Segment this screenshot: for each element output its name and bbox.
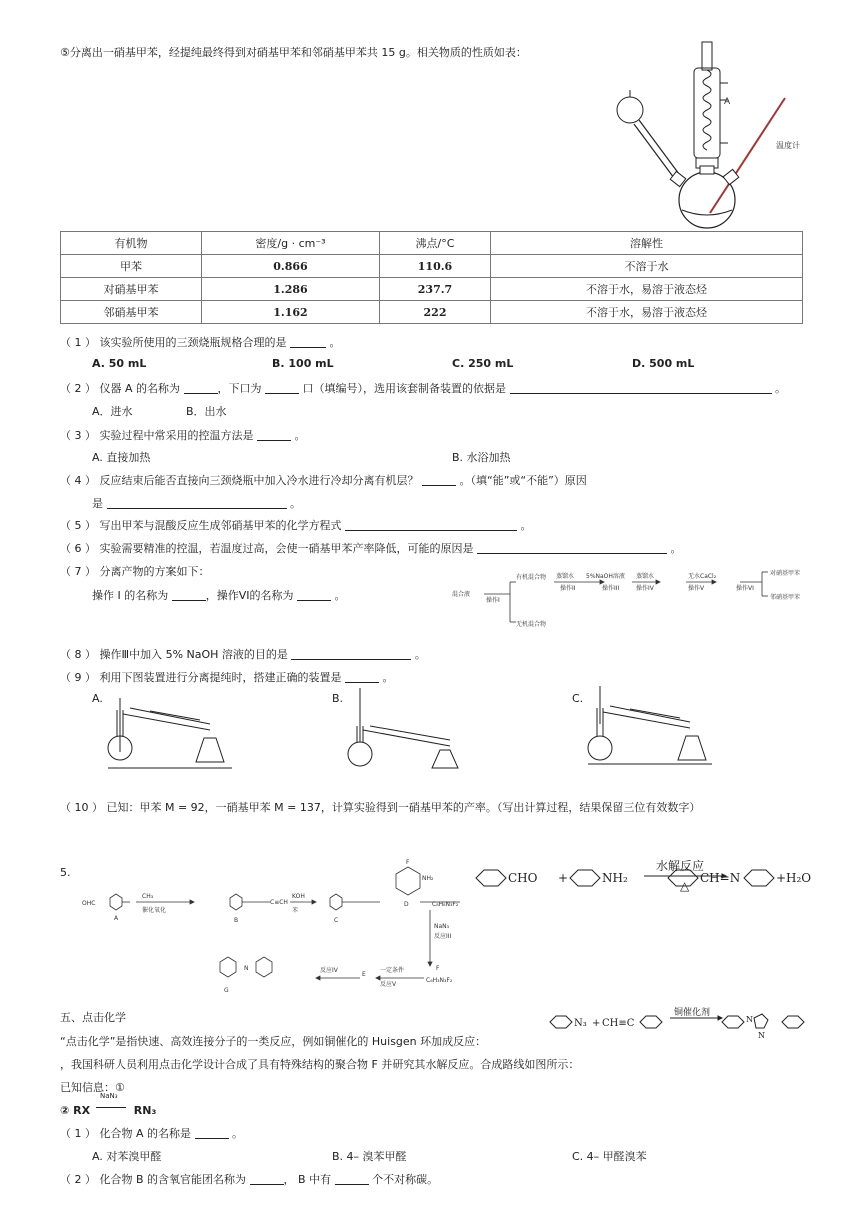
table-cell: 1.286 — [202, 278, 380, 301]
flow-node: 混合液 — [452, 591, 471, 598]
flow-step: 操作VI — [736, 585, 754, 592]
table-cell: 对硝基甲苯 — [61, 278, 202, 301]
q1-option-c: C. 250 mL — [452, 357, 514, 370]
q2-option-b: B．出水 — [186, 405, 227, 418]
scheme-label-a: A — [114, 915, 119, 922]
answer-blank[interactable] — [250, 1173, 284, 1185]
scheme-label-d: D — [404, 901, 409, 908]
table-header: 密度/g · cm⁻³ — [202, 232, 380, 255]
table-cell: 邻硝基甲苯 — [61, 301, 202, 324]
eq2-alkyne: CH≡C — [602, 1018, 635, 1029]
eq2-n: N — [758, 1031, 765, 1040]
answer-blank[interactable] — [291, 648, 411, 660]
section-para-1: “点击化学”是指快速、高效连接分子的一类反应，例如铜催化的 Huisgen 环加成反应： — [60, 1035, 487, 1048]
eq1-delta: △ — [680, 879, 690, 893]
scheme-label: KOH — [292, 893, 305, 900]
table-cell: 1.162 — [202, 301, 380, 324]
table-row — [61, 278, 803, 301]
flow-reagent: 无水CaCl₂ — [688, 573, 717, 580]
question-2: （ 2 ） 仪器 A 的名称为 ，下口为 口（填编号），选用该套制备装置的依据是 。 — [60, 382, 787, 395]
apparatus-three-neck-flask — [610, 38, 810, 223]
q9-label-a: A. — [92, 692, 103, 705]
scheme-label: 反应III — [434, 933, 452, 940]
eq1-nh2: NH₂ — [602, 871, 628, 885]
eq2-plus: + — [592, 1018, 601, 1029]
answer-blank[interactable] — [265, 382, 299, 394]
question-5: （ 5 ） 写出甲苯与混酸反应生成邻硝基甲苯的化学方程式 。 — [60, 519, 532, 532]
huisgen-equation — [548, 1008, 813, 1044]
flow-step: 操作II — [560, 585, 576, 592]
question-4-line2: 是 。 — [92, 497, 301, 510]
table-header: 沸点/°C — [380, 232, 491, 255]
table-cell: 110.6 — [380, 255, 491, 278]
scheme-label: NaN₃ — [434, 923, 450, 930]
question-9: （ 9 ） 利用下图装置进行分离提纯时，搭建正确的装置是 。 — [60, 671, 394, 684]
answer-blank[interactable] — [477, 542, 667, 554]
answer-blank[interactable] — [107, 497, 287, 509]
q3-option-b: B. 水浴加热 — [452, 451, 511, 464]
question-6: （ 6 ） 实验需要精准的控温，若温度过高，会使一硝基甲苯产率降低，可能的原因是 。 — [60, 542, 682, 555]
table-cell: 甲苯 — [61, 255, 202, 278]
table-header: 溶解性 — [491, 232, 803, 255]
question-7-sub: 操作 I 的名称为 ，操作VI的名称为 。 — [92, 589, 346, 602]
table-cell: 237.7 — [380, 278, 491, 301]
property-table — [60, 231, 803, 324]
scheme-label: 催化氧化 — [142, 907, 167, 914]
distillation-setup-b — [340, 686, 480, 772]
table-cell: 不溶于水 — [491, 255, 803, 278]
table-header-row — [61, 232, 803, 255]
scheme-label: 苯 — [292, 907, 299, 914]
scheme-label: F — [406, 859, 410, 866]
table-cell: 不溶于水，易溶于液态烃 — [491, 278, 803, 301]
known-info: 已知信息：① — [60, 1081, 125, 1094]
eq1-plus: + — [558, 871, 569, 885]
q3-option-a: A. 直接加热 — [92, 451, 151, 464]
answer-blank[interactable] — [335, 1173, 369, 1185]
answer-blank[interactable] — [345, 671, 379, 683]
section-para-2: ，我国科研人员利用点击化学设计合成了具有特殊结构的聚合物 F 并研究其水解反应。合成路线如图所示： — [60, 1058, 580, 1071]
scheme-formula: C₈H₈N₃F₂ — [432, 901, 459, 908]
q1-option-b: B. 100 mL — [272, 357, 334, 370]
flow-step: 操作I — [486, 597, 500, 604]
qs1-option-a: A. 对苯溴甲醛 — [92, 1150, 162, 1163]
answer-blank[interactable] — [422, 474, 456, 486]
scheme-label: C≡CH — [270, 899, 288, 906]
table-cell: 不溶于水，易溶于液态烃 — [491, 301, 803, 324]
scheme-label: NH₂ — [422, 875, 434, 882]
label-a: A — [724, 97, 731, 107]
table-cell: 222 — [380, 301, 491, 324]
scheme-label: 反应IV — [320, 967, 338, 974]
question-1: （ 1 ） 该实验所使用的三颈烧瓶规格合理的是 。 — [60, 336, 341, 349]
answer-blank[interactable] — [172, 589, 206, 601]
question-10: （ 10 ） 已知：甲苯 M = 92，一硝基甲苯 M = 137，计算实验得到一硝基甲苯的产率。（写出计算过程，结果保留三位有效数字） — [60, 801, 701, 814]
scheme-label-g: G — [224, 987, 229, 994]
schiff-base-equation — [472, 858, 812, 898]
answer-blank[interactable] — [345, 519, 517, 531]
scheme-ohc: OHC — [82, 900, 96, 907]
qs1-option-b: B. 4– 溴苯甲醛 — [332, 1150, 407, 1163]
synthesis-scheme — [80, 858, 465, 998]
eq2-n3: N₃ — [574, 1018, 587, 1029]
table-header: 有机物 — [61, 232, 202, 255]
flow-reagent: 5%NaOH溶液 — [586, 573, 625, 580]
scheme-formula: C₆H₃N₃F₂ — [426, 977, 453, 984]
separation-flowchart — [450, 570, 810, 634]
eq1-water: H₂O — [786, 871, 812, 885]
question-s2: （ 2 ） 化合物 B 的含氧官能团名称为 ， B 中有 个不对称碳。 — [60, 1173, 439, 1186]
table-row — [61, 255, 803, 278]
item-number-5: 5. — [60, 866, 71, 879]
answer-blank[interactable] — [510, 382, 772, 394]
flow-product: 邻硝基甲苯 — [770, 594, 801, 601]
question-4: （ 4 ） 反应结束后能否直接向三颈烧瓶中加入冷水进行冷却分离有机层？ 。（填“能”或“不能”）原因 — [60, 474, 587, 487]
label-thermometer: 温度计 — [776, 141, 800, 150]
table-cell: 0.866 — [202, 255, 380, 278]
known-info-2: ② RX NaN₃ RN₃ — [60, 1092, 157, 1117]
answer-blank[interactable] — [257, 429, 291, 441]
qs1-option-c: C. 4– 甲醛溴苯 — [572, 1150, 647, 1163]
answer-blank[interactable] — [297, 589, 331, 601]
distillation-setup-a — [100, 690, 240, 770]
distillation-setup-c — [580, 684, 720, 770]
table-row — [61, 301, 803, 324]
scheme-label-c: C — [334, 917, 339, 924]
eq1-arrow-label: 水解反应 — [656, 859, 705, 873]
scheme-label-f: F — [436, 965, 440, 972]
scheme-label-e: E — [362, 971, 366, 978]
eq1-plus: + — [776, 871, 787, 885]
scheme-label: 一定条件 — [380, 967, 405, 974]
q9-label-c: C. — [572, 692, 584, 705]
eq1-ch-n: CH=N — [700, 871, 741, 885]
question-7: （ 7 ） 分离产物的方案如下： — [60, 565, 210, 578]
scheme-label: 反应V — [380, 981, 397, 988]
flow-product: 对硝基甲苯 — [770, 570, 801, 577]
question-3: （ 3 ） 实验过程中常采用的控温方法是 。 — [60, 429, 306, 442]
flow-reagent: 蒸馏水 — [556, 573, 575, 580]
scheme-label-b: B — [234, 917, 239, 924]
eq2-n: N — [746, 1015, 753, 1024]
flow-step: 操作V — [688, 585, 705, 592]
scheme-label: CH₃ — [142, 893, 154, 900]
flow-node: 无机混合物 — [516, 621, 547, 628]
flow-reagent: 蒸馏水 — [636, 573, 655, 580]
section-title: 五、点击化学 — [60, 1011, 126, 1024]
eq2-catalyst: 铜催化剂 — [674, 1008, 711, 1018]
question-s1: （ 1 ） 化合物 A 的名称是 。 — [60, 1127, 244, 1140]
flow-node: 有机混合物 — [516, 574, 547, 581]
eq1-cho: CHO — [508, 871, 538, 885]
answer-blank[interactable] — [184, 382, 218, 394]
q9-label-b: B. — [332, 692, 344, 705]
flow-step: 操作IV — [636, 585, 654, 592]
q2-option-a: A．进水 — [92, 405, 133, 418]
answer-blank[interactable] — [195, 1127, 229, 1139]
scheme-label: N — [244, 965, 249, 972]
answer-blank[interactable] — [290, 336, 326, 348]
flow-step: 操作III — [602, 585, 620, 592]
intro-text: ⑤分离出一硝基甲苯，经提纯最终得到对硝基甲苯和邻硝基甲苯共 15 g。相关物质的性质如表： — [60, 46, 527, 59]
question-8: （ 8 ） 操作Ⅲ中加入 5% NaOH 溶液的目的是 。 — [60, 648, 426, 661]
q1-option-d: D. 500 mL — [632, 357, 695, 370]
q1-option-a: A. 50 mL — [92, 357, 147, 370]
